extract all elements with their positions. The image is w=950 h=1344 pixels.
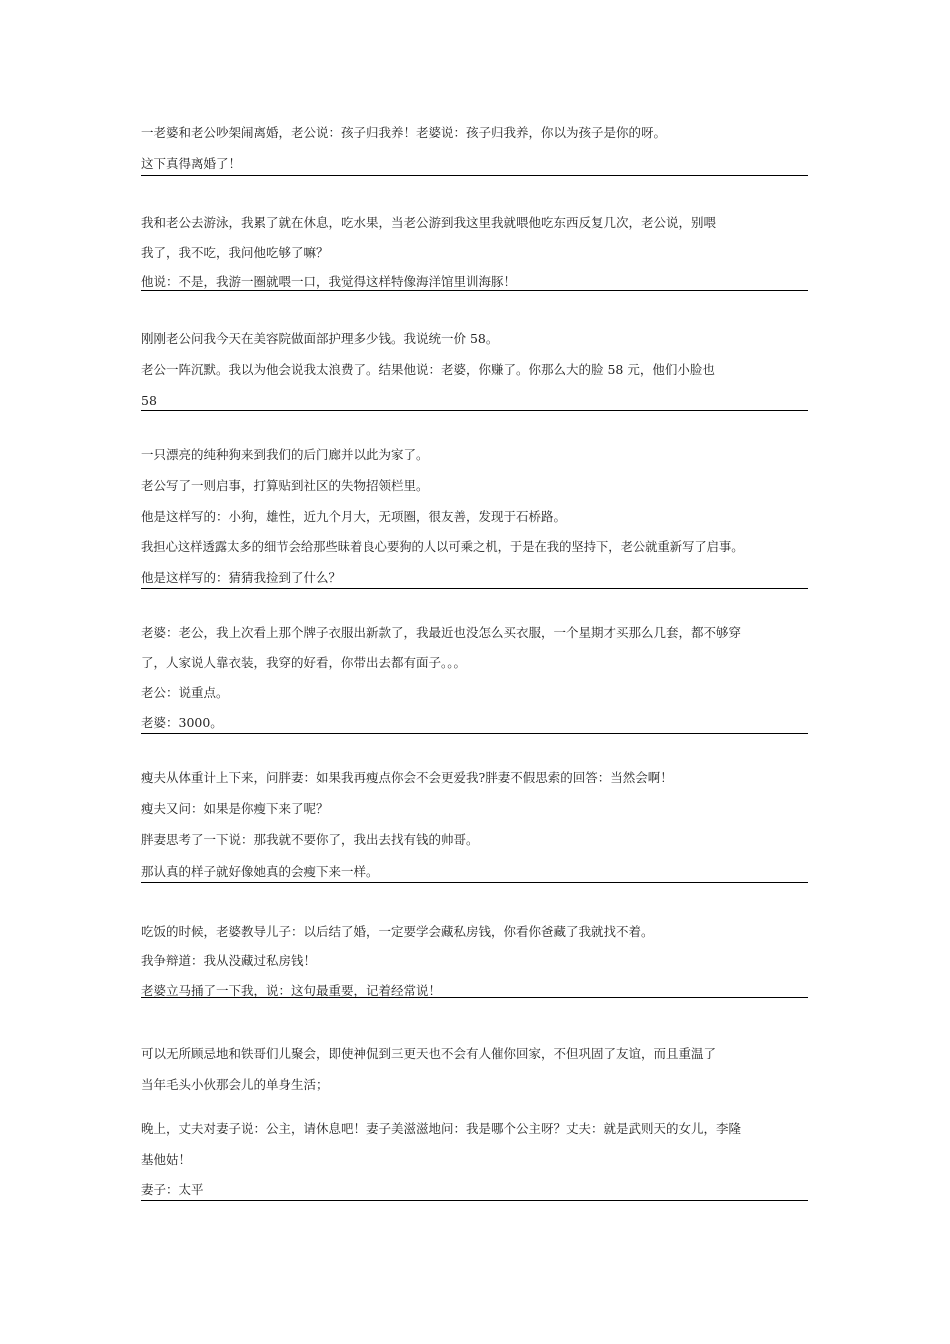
joke-3-line-2: 老公一阵沉默。我以为他会说我太浪费了。结果他说：老婆，你赚了。你那么大的脸 58 元，他们小脸也 [141, 362, 715, 377]
joke-4-line-4: 我担心这样透露太多的细节会给那些昧着良心要狗的人以可乘之机，于是在我的坚持下，老公就重新写了启事。 [141, 540, 744, 554]
joke-6-line-1: 瘦夫从体重计上下来，问胖妻：如果我再瘦点你会不会更爱我?胖妻不假思索的回答：当然会啊！ [141, 770, 673, 785]
separator-rule [141, 175, 808, 176]
joke-8-line-5: 妻子：太平 [141, 1182, 204, 1197]
joke-2-line-3: 他说：不是，我游一圈就喂一口，我觉得这样特像海洋馆里训海豚！ [141, 274, 517, 289]
joke-8-line-2: 当年毛头小伙那会儿的单身生活； [141, 1077, 329, 1092]
joke-7-line-3: 老婆立马捅了一下我，说：这句最重要，记着经常说！ [141, 983, 442, 998]
joke-1-line-1: 一老婆和老公吵架闹离婚，老公说：孩子归我养！老婆说：孩子归我养，你以为孩子是你的呀。 [141, 125, 667, 140]
joke-5-line-1: 老婆：老公，我上次看上那个牌子衣服出新款了，我最近也没怎么买衣服，一个星期才买那么几套，都不够穿 [141, 625, 742, 640]
joke-6-line-2: 瘦夫又问：如果是你瘦下来了呢？ [141, 801, 329, 816]
joke-5-line-2: 了，人家说人靠衣装，我穿的好看，你带出去都有面子。。。 [141, 655, 467, 670]
joke-7-line-2: 我争辩道：我从没藏过私房钱！ [141, 953, 317, 968]
separator-rule [141, 1200, 808, 1201]
separator-rule [141, 733, 808, 734]
separator-rule [141, 997, 808, 998]
joke-4-line-5: 他是这样写的：猜猜我捡到了什么？ [141, 570, 342, 585]
joke-8-line-1: 可以无所顾忌地和铁哥们儿聚会，即使神侃到三更天也不会有人催你回家，不但巩固了友谊，而且重温了 [141, 1046, 717, 1061]
joke-5-line-3: 老公：说重点。 [141, 685, 229, 700]
joke-4-line-3: 他是这样写的：小狗，雄性，近九个月大，无项圈，很友善，发现于石桥路。 [141, 509, 567, 524]
joke-4-line-2: 老公写了一则启事，打算贴到社区的失物招领栏里。 [141, 478, 429, 493]
joke-3-line-3: 58 [141, 393, 157, 408]
separator-rule [141, 410, 808, 411]
joke-1-line-2: 这下真得离婚了！ [141, 156, 242, 171]
joke-8-line-4: 基他姑！ [141, 1152, 192, 1167]
joke-8-line-3: 晚上，丈夫对妻子说：公主，请休息吧！妻子美滋滋地问：我是哪个公主呀？丈夫：就是武则天的女儿，李隆 [141, 1121, 742, 1136]
joke-3-line-1: 刚刚老公问我今天在美容院做面部护理多少钱。我说统一价 58。 [141, 331, 499, 346]
separator-rule [141, 882, 808, 883]
separator-rule [141, 588, 808, 589]
separator-rule [141, 290, 808, 291]
joke-6-line-3: 胖妻思考了一下说：那我就不要你了，我出去找有钱的帅哥。 [141, 832, 479, 847]
joke-7-line-1: 吃饭的时候，老婆教导儿子：以后结了婚，一定要学会藏私房钱，你看你爸藏了我就找不着。 [141, 924, 654, 939]
joke-5-line-4: 老婆：3000。 [141, 715, 223, 730]
joke-2-line-2: 我了，我不吃，我问他吃够了嘛？ [141, 245, 329, 260]
joke-6-line-4: 那认真的样子就好像她真的会瘦下来一样。 [141, 864, 379, 879]
joke-4-line-1: 一只漂亮的纯种狗来到我们的后门廊并以此为家了。 [141, 447, 429, 462]
joke-2-line-1: 我和老公去游泳，我累了就在休息，吃水果，当老公游到我这里我就喂他吃东西反复几次，老公说，别喂 [141, 215, 717, 230]
